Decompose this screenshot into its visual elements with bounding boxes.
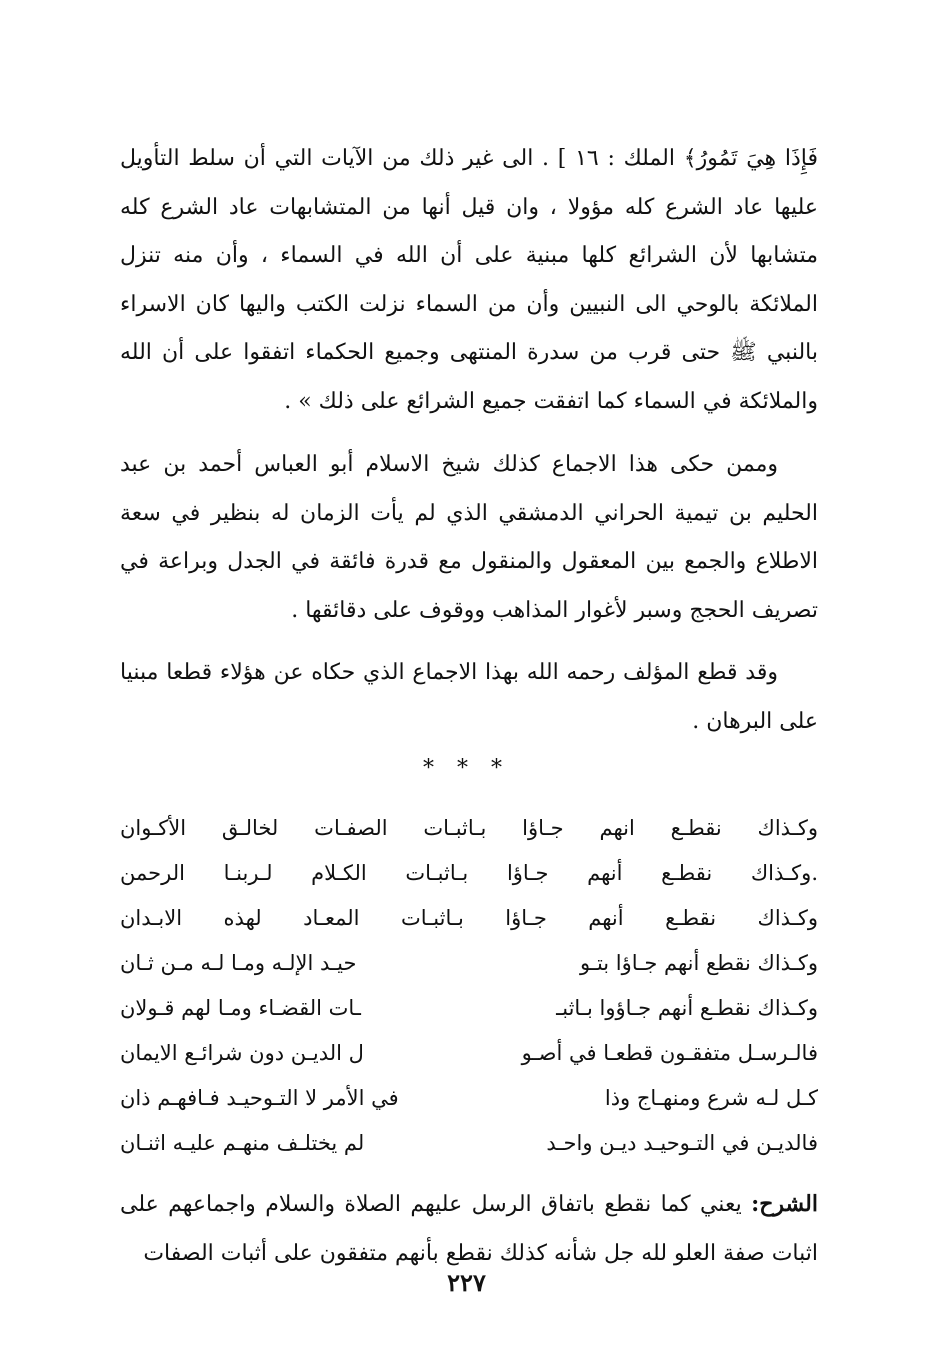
poem-verse-2: .وكـذاك نقطـع أنهم جـاؤا بـاثبـات الكـلام لـربنـا الرحمن: [120, 861, 818, 885]
paragraph-text: وممن حكى هذا الاجماع كذلك شيخ الاسلام أبو العباس أحمد بن عبد الحليم بن تيمية الحراني الدمشقي الذي لم يأت الزمان له بنظير في سعة الاطلاع والجمع بين المعقول والمنقول مع قدرة فائقة في الجدل وبراعة في تصريف الحجج وسبر لأغوار المذاهب ووقوف على دقائقها .: [120, 452, 818, 623]
verse-second-hemistich: في الأمر لا التـوحيـد فـافهـم ذان: [120, 1086, 399, 1110]
verse-first-hemistich: كـل لـه شرع ومنهـاج وذا: [604, 1086, 818, 1110]
poem-verse-4: [120, 941, 818, 985]
paragraph-ibn-taymiyyah: [120, 441, 818, 635]
verse-first-hemistich: فالديـن في التـوحيـد ديـن واحـد: [546, 1131, 818, 1155]
poem-verse-8: [120, 1121, 818, 1165]
paragraph-commentary: [120, 1180, 818, 1278]
poem-verse-7: [120, 1076, 818, 1120]
verse-first-hemistich: وكـذاك نقطع أنهم جـاؤا بتـو: [579, 951, 818, 975]
verse-first-hemistich: وكـذاك نقطـع أنهم جـاؤوا بـاثبـ: [556, 996, 818, 1020]
paragraph-text: وقد قطع المؤلف رحمه الله بهذا الاجماع الذي حكاه عن هؤلاء قطعا مبنيا على البرهان .: [120, 660, 818, 734]
paragraph-text: فَإِذَا هِيَ تَمُورُ﴾ الملك : ١٦ ] . الى غير ذلك من الآيات التي أن سلط التأويل عليها عاد الشرع كله مؤولا ، وان قيل أنها من المتشابهات عاد الشرع كله متشابها لأن الشرائع كلها مبنية على أن الله في السماء ، وأن منه تنزل الملائكة بالوحي الى النبيين وأن من السماء نزلت الكتب واليها كان الاسراء بالنبي ﷺ حتى قرب من سدرة المنتهى وجميع الحكماء اتفقوا على أن الله والملائكة في السماء كما اتفقت جميع الشرائع على ذلك » .: [120, 146, 818, 414]
poem-verse-5: [120, 986, 818, 1030]
commentary-text: يعني كما نقطع باتفاق الرسل عليهم الصلاة والسلام واجماعهم على اثبات صفة العلو لله جل شأنه كذلك نقطع بأنهم متفقون على أثبات الصفات: [120, 1192, 818, 1266]
commentary-label: الشرح:: [751, 1191, 818, 1217]
paragraph-quran-citation: [120, 135, 818, 426]
paragraph-author-conclusion: [120, 649, 818, 746]
poem-verse-6: [120, 1031, 818, 1075]
verse-second-hemistich: ـات القضـاء ومـا لهم قـولان: [120, 996, 361, 1020]
poem-verse-1: وكـذاك نقطـع انهم جـاؤا بـاثبـات الصفـات لخالـق الأكـوان: [120, 816, 818, 840]
verse-second-hemistich: ل الديـن دون شرائـع الايمان: [120, 1041, 364, 1065]
section-separator: * * *: [423, 756, 510, 781]
verse-second-hemistich: حيـد الإلـه ومـا لـه مـن ثـان: [120, 951, 357, 975]
poem-verse-3: وكـذاك نقطـع أنهم جـاؤا بـاثبـات المعـاد لهذه الابـدان: [120, 906, 818, 930]
verse-first-hemistich: فالـرسـل متفقـون قطعـا في أصـو: [521, 1041, 818, 1065]
verse-second-hemistich: لم يختلـف منهـم عليـه اثنـان: [120, 1131, 365, 1155]
page-number: ٢٢٧: [447, 1268, 486, 1297]
